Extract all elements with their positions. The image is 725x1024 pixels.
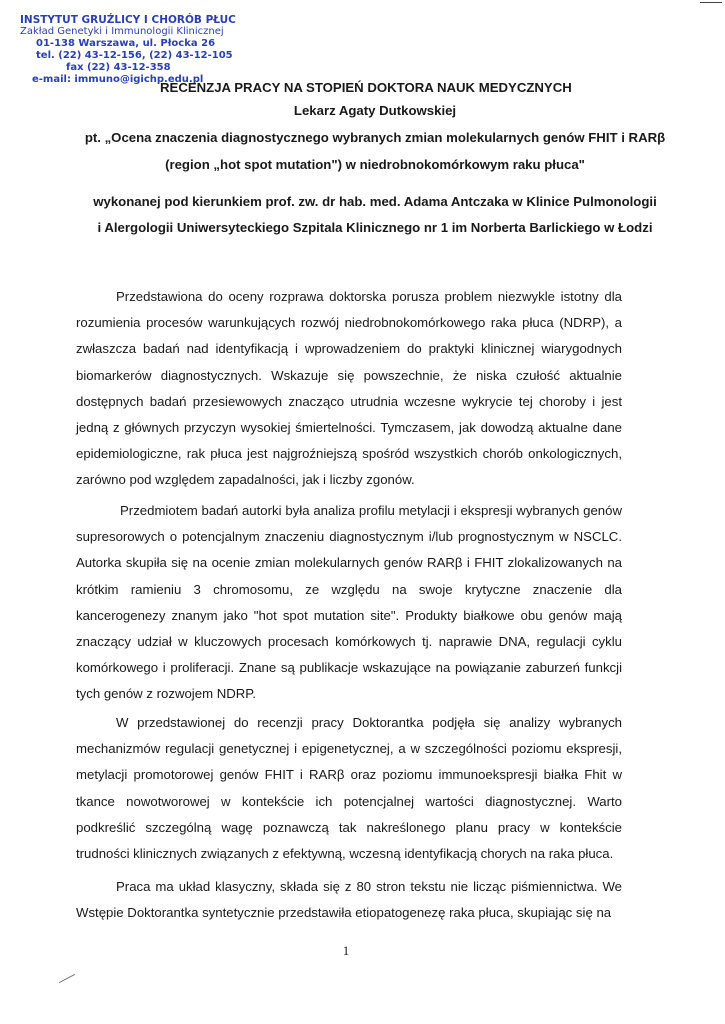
paragraph-text: W przedstawionej do recenzji pracy Doktorantka podjęła się analizy wybranych mechanizmów regulacji genetycznej i epigenetycznej, a w szczególności poziomu ekspresji, metylacji promotorowej genów FHIT i RARβ oraz poziomu immunoekspresji białka Fhit w tkance nowotworowej w kontekście ich potencjalnej wartości diagnostycznej. Warto podkreślić szczególną wagę poznawczą tak nakreślonego planu pracy w kontekście trudności klinicznych związanych z efektywną, wczesną identyfikacją chorych na raka płuca. <box>76 715 622 862</box>
page-number: 1 <box>342 943 350 958</box>
body-paragraph-4 <box>76 874 622 926</box>
stamp-fax: fax (22) 43-12-358 <box>66 62 171 73</box>
stamp-phone: tel. (22) 43-12-156, (22) 43-12-105 <box>36 50 233 61</box>
stamp-email: e-mail: immuno@igichp.edu.pl <box>32 74 204 85</box>
stamp-address: 01-138 Warszawa, ul. Płocka 26 <box>36 38 216 49</box>
stamp-department: Zakład Genetyki i Immunologii Klinicznej <box>20 26 224 37</box>
thesis-title-line-2: (region „hot spot mutation") w niedrobnokomórkowym raku płuca" <box>165 157 585 172</box>
supervisor-line-1: wykonanej pod kierunkiem prof. zw. dr hab. med. Adama Antczaka w Klinice Pulmonologii <box>93 194 657 209</box>
paragraph-text: Praca ma układ klasyczny, składa się z 80 stron tekstu nie licząc piśmiennictwa. We Wstępie Doktorantka syntetycznie przedstawiła etiopatogenezę raka płuca, skupiając się na <box>76 879 622 921</box>
top-edge-mark <box>700 2 722 3</box>
paragraph-text: Przedstawiona do oceny rozprawa doktorska porusza problem niezwykle istotny dla rozumienia procesów warunkujących rozwój niedrobnokomórkowego raka płuca (NDRP), a zwłaszcza badań nad identyfikacją i wprowadzeniem do praktyki klinicznej wiarygodnych biomarkerów diagnostycznych. Wskazuje się powszechnie, że niska czułość aktualnie dostępnych badań przesiewowych znacząco utrudnia wczesne wykrycie tej choroby i jest jedną z głównych przyczyn wysokiej śmiertelności. Tymczasem, jak dowodzą aktualne dane epidemiologiczne, rak płuca jest najgroźniejszą spośród wszystkich chorób onkologicznych, zarówno pod względem zapadalności, jak i liczby zgonów. <box>76 289 622 488</box>
body-paragraph-3 <box>76 710 622 867</box>
body-paragraph-2 <box>76 498 622 708</box>
thesis-title-line-1: pt. „Ocena znaczenia diagnostycznego wybranych zmian molekularnych genów FHIT i RARβ <box>84 130 666 145</box>
stamp-institute-name: INSTYTUT GRUŹLICY I CHORÓB PŁUC <box>20 14 236 26</box>
supervisor-line-2: i Alergologii Uniwersyteckiego Szpitala Klinicznego nr 1 im Norberta Barlickiego w Łodzi <box>97 220 653 235</box>
candidate-name: Lekarz Agaty Dutkowskiej <box>293 103 457 118</box>
review-title: RECENZJA PRACY NA STOPIEŃ DOKTORA NAUK MEDYCZNYCH <box>160 80 572 95</box>
institute-stamp <box>20 14 235 86</box>
corner-pen-mark <box>59 974 75 983</box>
paragraph-text: Przedmiotem badań autorki była analiza profilu metylacji i ekspresji wybranych genów supresorowych o potencjalnym znaczeniu diagnostycznym i/lub prognostycznym w NSCLC. Autorka skupiła się na ocenie zmian molekularnych genów RARβ i FHIT zlokalizowanych na krótkim ramieniu 3 chromosomu, ze względu na swoje krytyczne znaczenie dla kancerogenezy znanym jako "hot spot mutation site". Produkty białkowe obu genów mają znaczący udział w kluczowych procesach komórkowych tj. naprawie DNA, regulacji cyklu komórkowego i proliferacji. Znane są publikacje wskazujące na powiązanie zaburzeń funkcji tych genów z rozwojem NDRP. <box>76 503 622 702</box>
body-paragraph-1 <box>76 284 622 494</box>
